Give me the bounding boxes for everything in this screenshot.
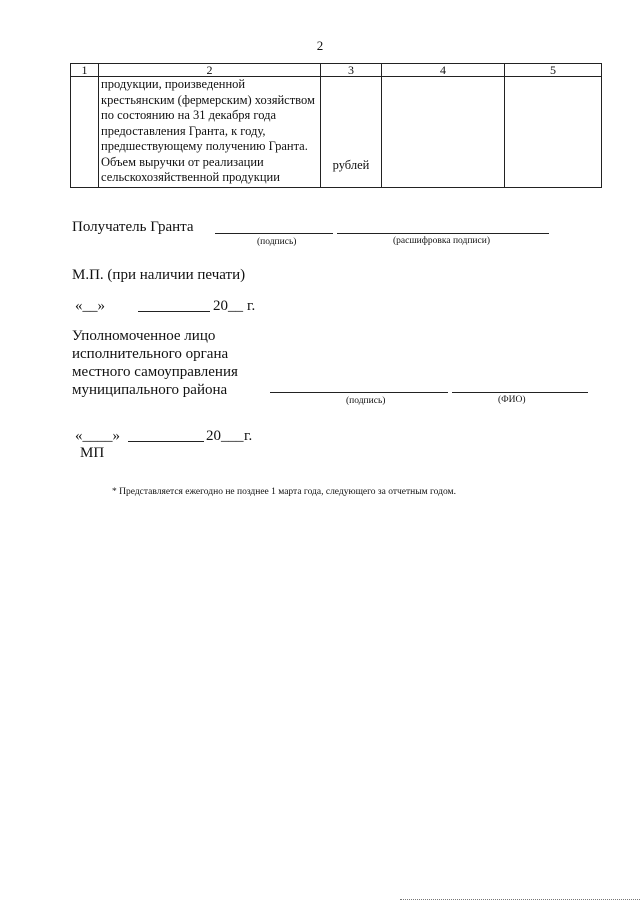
official-name-line[interactable] [452,392,588,393]
date-day-1: «__» [75,298,105,314]
header-col-3: 3 [321,64,382,77]
report-table [70,63,602,188]
recipient-decoding-caption: (расшифровка подписи) [393,236,490,246]
official-name-caption: (ФИО) [498,395,526,405]
header-col-4: 4 [382,64,505,77]
header-col-2: 2 [99,64,321,77]
official-label: Уполномоченное лицо исполнительного органа местного самоуправления муниципального района [72,328,238,398]
recipient-signature-line[interactable] [215,233,333,234]
page-number: 2 [316,38,324,53]
mp-label: МП [80,445,105,461]
date-suffix-2: г. [244,428,253,444]
cell-unit: рублей [321,77,382,188]
date-month-line-2[interactable] [128,441,204,442]
cell-col-1 [71,77,99,188]
stamp-note: М.П. (при наличии печати) [72,267,246,283]
table-row [71,77,602,188]
table-header-row [71,64,602,77]
cell-col-4 [382,77,505,188]
cell-indicator-description: продукции, произведенной крестьянским (фермерским) хозяйством по состоянию на 31 декабря года предоставления Гранта, к году, предшествующему получению Гранта. Объем выручки от реализации сельскохозяйственной продукции [99,77,321,188]
date-day-2: «____» [75,428,120,444]
recipient-signature-caption: (подпись) [257,237,297,247]
date-month-line-1[interactable] [138,311,210,312]
cell-col-5 [505,77,602,188]
date-suffix-1: г. [247,298,256,314]
scan-edge-line [400,899,640,900]
official-signature-line[interactable] [270,392,448,393]
header-col-1: 1 [71,64,99,77]
recipient-label: Получатель Гранта [72,219,194,235]
official-signature-caption: (подпись) [346,396,386,406]
date-year-2: 20___ [206,428,244,444]
footnote: * Представляется ежегодно не позднее 1 марта года, следующего за отчетным годом. [112,487,456,497]
header-col-5: 5 [505,64,602,77]
date-year-1: 20__ [213,298,243,314]
recipient-decoding-line[interactable] [337,233,549,234]
